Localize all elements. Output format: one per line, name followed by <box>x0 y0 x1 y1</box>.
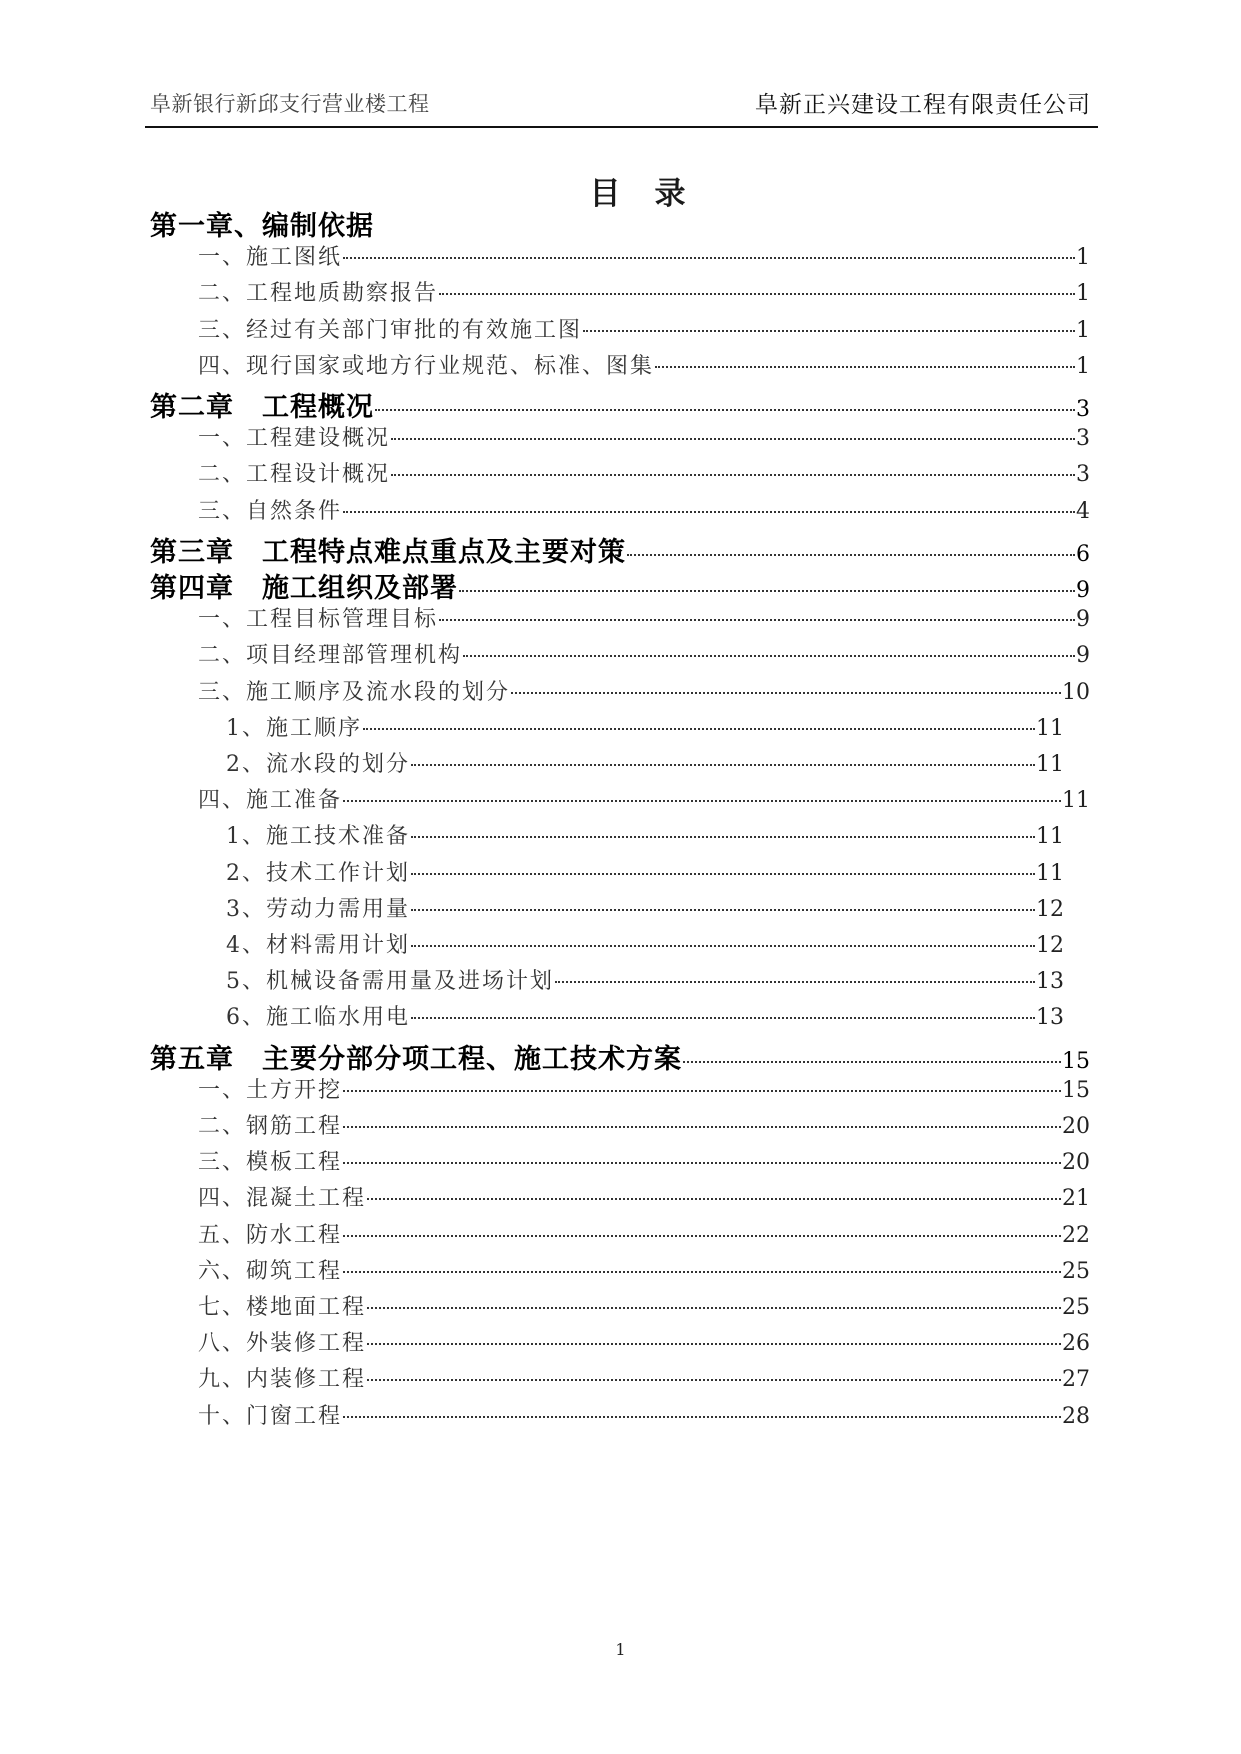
toc-entry[interactable] <box>198 313 1090 353</box>
toc-entry-page-number: 11 <box>1062 788 1090 814</box>
toc-entry-label: 三、自然条件 <box>198 498 343 524</box>
toc-entry-label: 六、砌筑工程 <box>198 1258 343 1284</box>
toc-entry-label: 七、楼地面工程 <box>198 1295 367 1320</box>
header-company-name: 阜新正兴建设工程有限责任公司 <box>755 92 1091 118</box>
footer-page-number: 1 <box>615 1640 626 1659</box>
toc-entry[interactable] <box>150 566 1090 606</box>
toc-dot-leader <box>343 257 1075 259</box>
toc-entry-label: 第四章 施工组织及部署 <box>150 573 458 604</box>
toc-entry-page-number: 3 <box>1076 426 1090 452</box>
toc-dot-leader <box>391 438 1075 440</box>
toc-dot-leader <box>411 1017 1035 1019</box>
toc-entry-page-number: 1 <box>1076 317 1090 343</box>
toc-entry[interactable] <box>226 711 1064 751</box>
toc-dot-leader <box>439 293 1075 295</box>
toc-entry[interactable] <box>198 675 1090 715</box>
toc-dot-leader <box>367 1198 1061 1200</box>
toc-dot-leader <box>439 619 1075 621</box>
toc-dot-leader <box>343 1235 1061 1237</box>
toc-dot-leader <box>411 873 1035 875</box>
toc-entry-label: 第二章 工程概况 <box>150 392 374 423</box>
toc-entry-label: 九、内装修工程 <box>198 1367 367 1393</box>
toc-entry-label: 三、经过有关部门审批的有效施工图 <box>198 317 583 343</box>
toc-entry-page-number: 4 <box>1076 498 1090 524</box>
toc-entry[interactable] <box>198 1181 1090 1221</box>
toc-entry-label: 第五章 主要分部分项工程、施工技术方案 <box>150 1043 682 1075</box>
toc-entry-label: 一、施工图纸 <box>198 245 343 271</box>
toc-dot-leader <box>343 1416 1061 1418</box>
toc-entry-page-number: 15 <box>1062 1048 1090 1074</box>
toc-entry-page-number: 11 <box>1036 824 1064 850</box>
toc-entry-page-number: 20 <box>1062 1150 1090 1176</box>
toc-entry-page-number: 3 <box>1076 462 1090 488</box>
toc-entry-label: 二、工程地质勘察报告 <box>198 281 439 307</box>
toc-entry-page-number: 15 <box>1062 1077 1090 1103</box>
page-title: 目录 <box>589 176 720 212</box>
toc-dot-leader <box>391 474 1075 476</box>
toc-entry-label: 第一章、编制依据 <box>150 211 374 242</box>
toc-entry[interactable] <box>198 1290 1090 1330</box>
toc-entry[interactable] <box>198 1399 1090 1439</box>
toc-dot-leader <box>655 366 1075 368</box>
toc-entry-label: 二、工程设计概况 <box>198 462 391 488</box>
toc-entry[interactable] <box>198 421 1090 461</box>
toc-dot-leader <box>459 590 1075 592</box>
toc-dot-leader <box>343 1271 1061 1273</box>
toc-entry[interactable] <box>198 1145 1090 1185</box>
toc-entry-page-number: 13 <box>1036 1005 1064 1031</box>
toc-dot-leader <box>411 945 1035 947</box>
toc-dot-leader <box>583 330 1075 332</box>
toc-entry-page-number: 3 <box>1076 397 1090 422</box>
toc-dot-leader <box>343 1162 1061 1164</box>
toc-entry-page-number: 27 <box>1062 1367 1090 1393</box>
toc-entry[interactable] <box>226 819 1064 859</box>
toc-entry-page-number: 9 <box>1076 578 1090 603</box>
toc-entry[interactable] <box>198 1218 1090 1258</box>
toc-entry-page-number: 20 <box>1062 1114 1090 1139</box>
toc-dot-leader <box>555 981 1035 983</box>
toc-entry-page-number: 25 <box>1062 1258 1090 1284</box>
toc-entry-page-number: 21 <box>1062 1186 1090 1212</box>
toc-entry-label: 二、钢筋工程 <box>198 1114 343 1139</box>
toc-entry[interactable] <box>150 530 1090 570</box>
toc-entry-label: 3、劳动力需用量 <box>226 896 410 922</box>
toc-entry-label: 1、施工顺序 <box>226 715 362 741</box>
toc-dot-leader <box>343 1090 1061 1092</box>
toc-entry[interactable] <box>198 783 1090 823</box>
toc-dot-leader <box>627 554 1075 556</box>
toc-dot-leader <box>463 655 1075 657</box>
toc-entry-page-number: 6 <box>1076 541 1090 567</box>
toc-entry-page-number: 12 <box>1036 896 1064 922</box>
toc-entry[interactable] <box>150 1037 1090 1077</box>
toc-entry[interactable] <box>198 1073 1090 1113</box>
toc-dot-leader <box>367 1343 1061 1345</box>
toc-entry[interactable] <box>150 204 1090 244</box>
header-project-name: 阜新银行新邱支行营业楼工程 <box>150 92 430 116</box>
toc-entry-page-number: 13 <box>1036 969 1064 995</box>
toc-entry-label: 6、施工临水用电 <box>226 1005 410 1031</box>
toc-entry-page-number: 1 <box>1076 245 1090 271</box>
toc-entry[interactable] <box>198 240 1090 280</box>
toc-entry-label: 一、工程目标管理目标 <box>198 607 439 633</box>
toc-entry[interactable] <box>226 928 1064 968</box>
toc-entry-label: 四、现行国家或地方行业规范、标准、图集 <box>198 353 655 379</box>
toc-entry-page-number: 22 <box>1062 1222 1090 1248</box>
toc-entry[interactable] <box>226 964 1064 1004</box>
toc-dot-leader <box>367 1307 1061 1309</box>
toc-entry-label: 4、材料需用计划 <box>226 933 410 958</box>
toc-entry[interactable] <box>198 1362 1090 1402</box>
toc-dot-leader <box>343 800 1061 802</box>
toc-entry[interactable] <box>226 892 1064 932</box>
toc-entry-label: 一、土方开挖 <box>198 1077 343 1103</box>
toc-entry-label: 一、工程建设概况 <box>198 426 391 452</box>
toc-entry-page-number: 11 <box>1036 860 1064 886</box>
toc-entry[interactable] <box>198 494 1090 534</box>
toc-dot-leader <box>367 1379 1061 1381</box>
toc-entry-label: 五、防水工程 <box>198 1222 343 1248</box>
toc-dot-leader <box>683 1061 1061 1063</box>
toc-dot-leader <box>411 764 1035 766</box>
toc-entry-page-number: 10 <box>1062 679 1090 705</box>
toc-entry-label: 四、施工准备 <box>198 788 343 814</box>
toc-entry-label: 2、技术工作计划 <box>226 860 410 886</box>
toc-dot-leader <box>343 1126 1061 1128</box>
toc-entry-label: 二、项目经理部管理机构 <box>198 643 463 669</box>
toc-entry[interactable] <box>198 276 1090 316</box>
toc-entry[interactable] <box>226 747 1064 787</box>
toc-entry-label: 三、施工顺序及流水段的划分 <box>198 679 511 705</box>
toc-entry[interactable] <box>198 457 1090 497</box>
toc-entry[interactable] <box>198 349 1090 389</box>
toc-entry[interactable] <box>150 385 1090 425</box>
toc-entry-label: 1、施工技术准备 <box>226 824 410 850</box>
toc-entry[interactable] <box>198 1109 1090 1149</box>
toc-entry-page-number: 26 <box>1062 1331 1090 1357</box>
toc-entry[interactable] <box>226 856 1064 896</box>
toc-dot-leader <box>511 692 1061 694</box>
toc-entry-label: 2、流水段的划分 <box>226 752 410 777</box>
toc-dot-leader <box>411 836 1035 838</box>
toc-entry-page-number: 25 <box>1062 1295 1090 1320</box>
toc-entry[interactable] <box>198 602 1090 642</box>
toc-entry-page-number: 11 <box>1036 715 1064 741</box>
toc-entry-page-number: 9 <box>1076 607 1090 633</box>
toc-entry-label: 三、模板工程 <box>198 1150 343 1176</box>
toc-entry-label: 八、外装修工程 <box>198 1331 367 1357</box>
toc-entry-label: 十、门窗工程 <box>198 1403 343 1429</box>
toc-entry[interactable] <box>226 1000 1064 1040</box>
toc-dot-leader <box>343 511 1075 513</box>
toc-entry[interactable] <box>198 1254 1090 1294</box>
toc-entry[interactable] <box>198 1326 1090 1366</box>
header-divider <box>145 126 1098 128</box>
toc-dot-leader <box>411 909 1035 911</box>
toc-entry[interactable] <box>198 638 1090 678</box>
toc-entry-page-number: 12 <box>1036 933 1064 958</box>
toc-entry-label: 四、混凝土工程 <box>198 1186 367 1212</box>
toc-entry-label: 第三章 工程特点难点重点及主要对策 <box>150 536 626 568</box>
toc-dot-leader <box>375 409 1075 411</box>
toc-dot-leader <box>363 728 1035 730</box>
toc-entry-page-number: 9 <box>1076 643 1090 669</box>
toc-entry-page-number: 1 <box>1076 353 1090 379</box>
toc-entry-page-number: 1 <box>1076 281 1090 307</box>
toc-entry-label: 5、机械设备需用量及进场计划 <box>226 969 554 995</box>
toc-entry-page-number: 11 <box>1036 752 1064 777</box>
toc-entry-page-number: 28 <box>1062 1403 1090 1429</box>
